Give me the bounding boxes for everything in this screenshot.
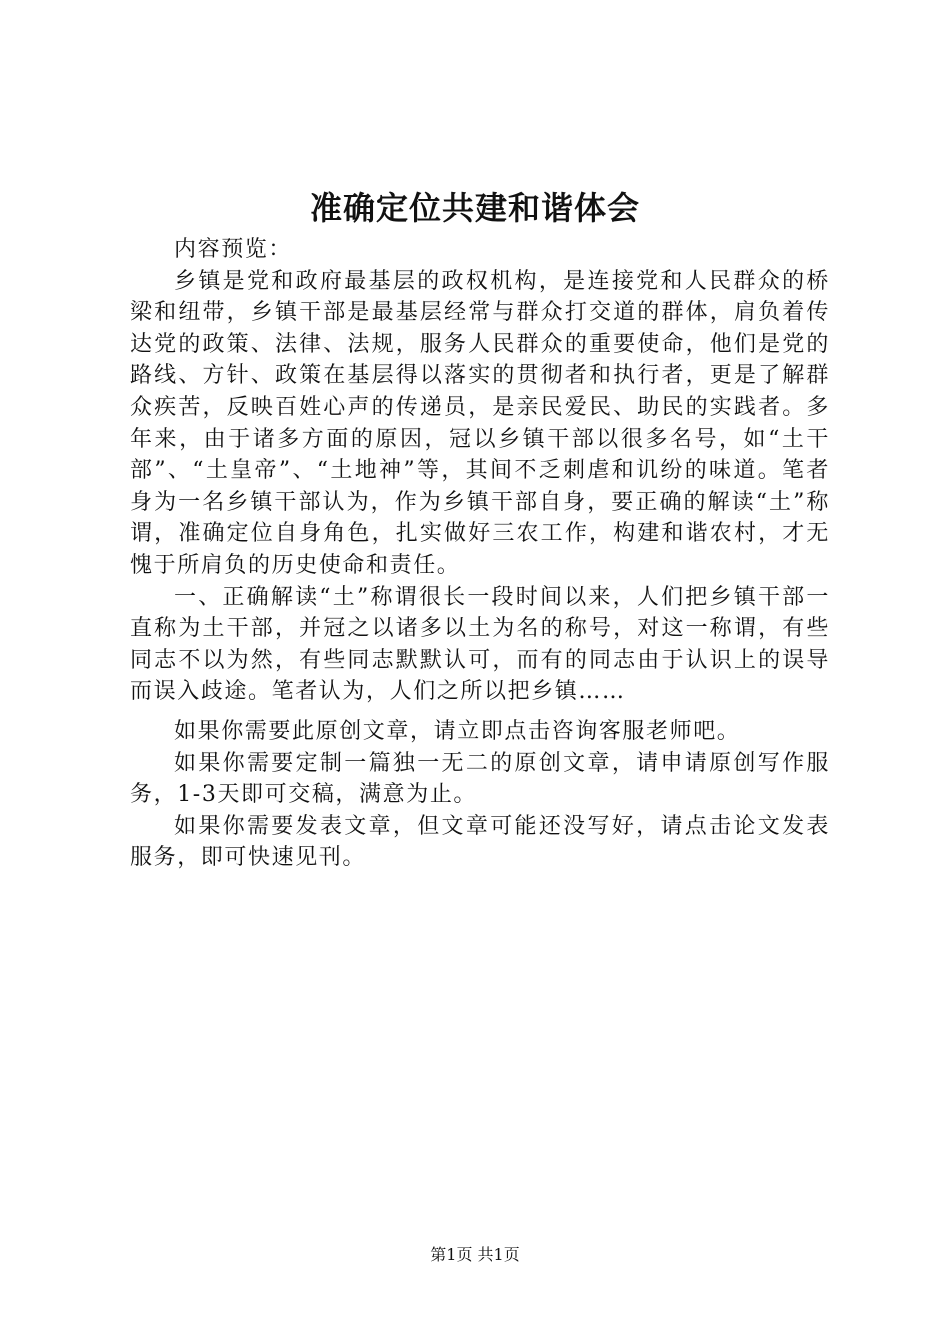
body-paragraph: 乡镇是党和政府最基层的政权机构，是连接党和人民群众的桥梁和纽带，乡镇干部是最基层经常与群众打交道的群体，肩负着传达党的政策、法律、法规，服务人民群众的重要使命，他们是党的路线、方针、政策在基层得以落实的贯彻者和执行者，更是了解群众疾苦，反映百姓心声的传递员，是亲民爱民、助民的实践者。多年来，由于诸多方面的原因，冠以乡镇干部以很多名号，如“土干部”、“土皇帝”、“土地神”等，其间不乏刺虐和讥纷的味道。笔者身为一名乡镇干部认为，作为乡镇干部自身，要正确的解读“土”称谓，准确定位自身角色，扎实做好三农工作，构建和谐农村，才无愧于所肩负的历史使命和责任。 — [130, 268, 830, 578]
notice-consult: 如果你需要此原创文章，请立即点击咨询客服老师吧。 — [174, 718, 741, 744]
body-paragraph: 一、正确解读“土”称谓很长一段时间以来，人们把乡镇干部一直称为土干部，并冠之以诸多以土为名的称号，对这一称谓，有些同志不以为然，有些同志默默认可，而有的同志由于认识上的误导而误入歧途。笔者认为，人们之所以把乡镇…… — [130, 584, 830, 705]
document-title: 准确定位共建和谐体会 — [309, 189, 640, 227]
document-body — [130, 234, 830, 874]
preview-label: 内容预览： — [174, 237, 293, 262]
notice-custom-writing: 如果你需要定制一篇独一无二的原创文章，请申请原创写作服务，1-3天即可交稿，满意为止。 — [130, 750, 830, 808]
page-number-footer: 第1页 共1页 — [430, 1245, 520, 1264]
notice-publishing: 如果你需要发表文章，但文章可能还没写好，请点击论文发表服务，即可快速见刊。 — [130, 813, 830, 871]
